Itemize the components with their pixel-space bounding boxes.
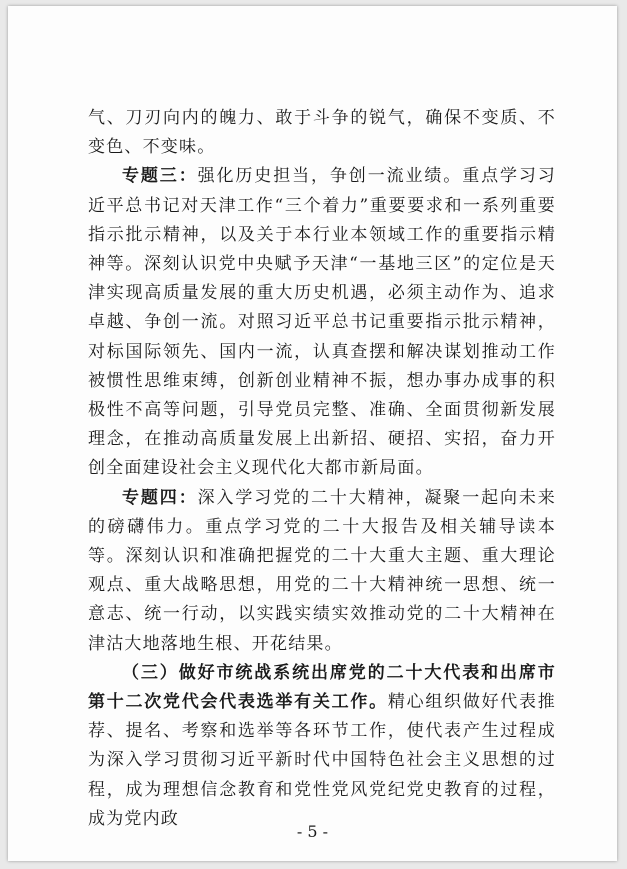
document-body — [88, 104, 556, 834]
section-three-heading: （三）做好市统战系统出席党的二十大代表和出席市第十二次党代会代表选举有关工作。 — [88, 662, 556, 713]
document-page — [8, 6, 617, 861]
paragraph-text: 强化历史担当，争创一流业绩。重点学习习近平总书记对天津工作“三个着力”重要要求和一系列重要指示批示精神，以及关于本行业本领域工作的重要指示精神等。深刻认识党中央赋予天津“一基地三区”的定位是天津实现高质量发展的重大历史机遇，必须主动作为、追求卓越、争创一流。对照习近平总书记重要指示批示精神，对标国际领先、国内一流，认真查摆和解决谋划推动工作被惯性思维束缚，创新创业精神不振，想办事办成事的积极性不高等问题，引导党员完整、准确、全面贯彻新发展理念，在推动高质量发展上出新招、硬招、实招，奋力开创全面建设社会主义现代化大都市新局面。 — [88, 166, 556, 479]
topic-four-heading: 专题四： — [122, 487, 198, 508]
page-number: - 5 - — [296, 822, 329, 841]
paragraph-continuation — [88, 104, 556, 162]
paragraph-topic-three — [88, 162, 556, 483]
topic-three-heading: 专题三： — [122, 166, 198, 187]
paragraph-text: 气、刀刃向内的魄力、敢于斗争的锐气，确保不变质、不变色、不变味。 — [88, 108, 556, 158]
paragraph-section-three — [88, 659, 556, 834]
paragraph-text: 精心组织做好代表推荐、提名、考察和选举等各环节工作，使代表产生过程成为深入学习贯彻习近平新时代中国特色社会主义思想的过程，成为理想信念教育和党性党风党纪党史教育的过程，成为党内政 — [88, 692, 556, 829]
paragraph-text: 深入学习党的二十大精神，凝聚一起向未来的磅礴伟力。重点学习党的二十大报告及相关辅导读本等。深刻认识和准确把握党的二十大重大主题、重大理论观点、重大战略思想，用党的二十大精神统一思想、统一意志、统一行动，以实践实绩实效推动党的二十大精神在津沽大地落地生根、开花结果。 — [88, 487, 556, 654]
paragraph-topic-four — [88, 484, 556, 659]
